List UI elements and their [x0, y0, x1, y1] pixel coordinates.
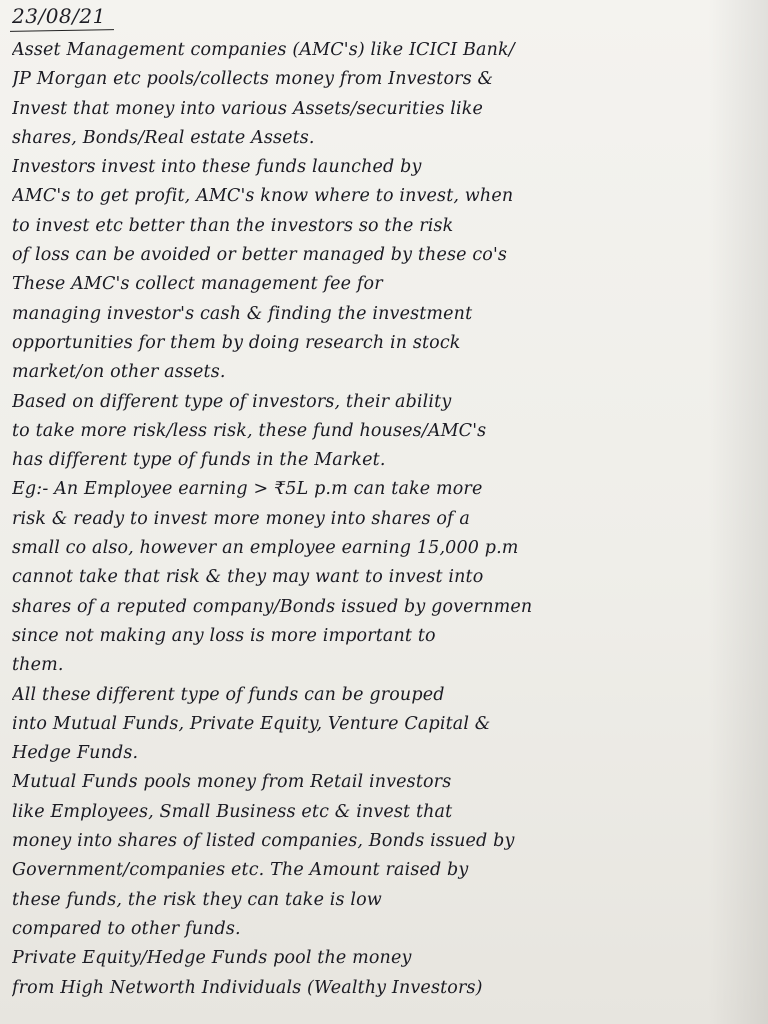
- note-line: Based on different type of investors, their ability: [12, 391, 452, 412]
- note-line: small co also, however an employee earning 15,000 p.m: [12, 538, 519, 559]
- note-date: 23/08/21: [12, 4, 106, 28]
- note-line: AMC's to get profit, AMC's know where to invest, when: [12, 186, 514, 207]
- date-underline: [10, 29, 114, 32]
- note-line: them.: [12, 655, 64, 676]
- note-line: shares of a reputed company/Bonds issued by governmen: [12, 596, 533, 617]
- note-line: Private Equity/Hedge Funds pool the money: [12, 948, 412, 969]
- note-line: Asset Management companies (AMC's) like ICICI Bank/: [12, 40, 515, 60]
- note-line: risk & ready to invest more money into shares of a: [12, 508, 470, 529]
- note-line: has different type of funds in the Market.: [12, 450, 386, 471]
- note-line: into Mutual Funds, Private Equity, Venture Capital &: [12, 713, 491, 734]
- note-line: JP Morgan etc pools/collects money from Investors &: [12, 69, 494, 90]
- note-line: shares, Bonds/Real estate Assets.: [12, 127, 315, 148]
- note-line: opportunities for them by doing research in stock: [12, 332, 461, 353]
- note-line: to take more risk/less risk, these fund houses/AMC's: [12, 420, 487, 441]
- note-line: Government/companies etc. The Amount raised by: [12, 860, 469, 881]
- note-line: since not making any loss is more important to: [12, 625, 436, 646]
- note-line: market/on other assets.: [12, 362, 226, 383]
- note-line: All these different type of funds can be grouped: [12, 684, 445, 705]
- note-body: [12, 36, 760, 1003]
- note-line: Investors invest into these funds launched by: [12, 157, 422, 178]
- note-line: from High Networth Individuals (Wealthy Investors): [12, 977, 483, 998]
- note-line: money into shares of listed companies, Bonds issued by: [12, 831, 515, 852]
- note-line: of loss can be avoided or better managed by these co's: [12, 245, 508, 266]
- note-line: compared to other funds.: [12, 918, 241, 939]
- note-line: like Employees, Small Business etc & invest that: [12, 801, 453, 822]
- note-line: to invest etc better than the investors so the risk: [12, 215, 454, 236]
- note-line: cannot take that risk & they may want to invest into: [12, 567, 484, 588]
- note-line: managing investor's cash & finding the investment: [12, 303, 473, 324]
- note-line: Eg:- An Employee earning > ₹5L p.m can take more: [12, 479, 483, 500]
- note-line: Hedge Funds.: [12, 743, 139, 764]
- note-line: Mutual Funds pools money from Retail investors: [12, 772, 452, 793]
- note-line: Invest that money into various Assets/securities like: [12, 98, 484, 119]
- note-line: these funds, the risk they can take is low: [12, 889, 382, 910]
- note-line: These AMC's collect management fee for: [12, 274, 383, 295]
